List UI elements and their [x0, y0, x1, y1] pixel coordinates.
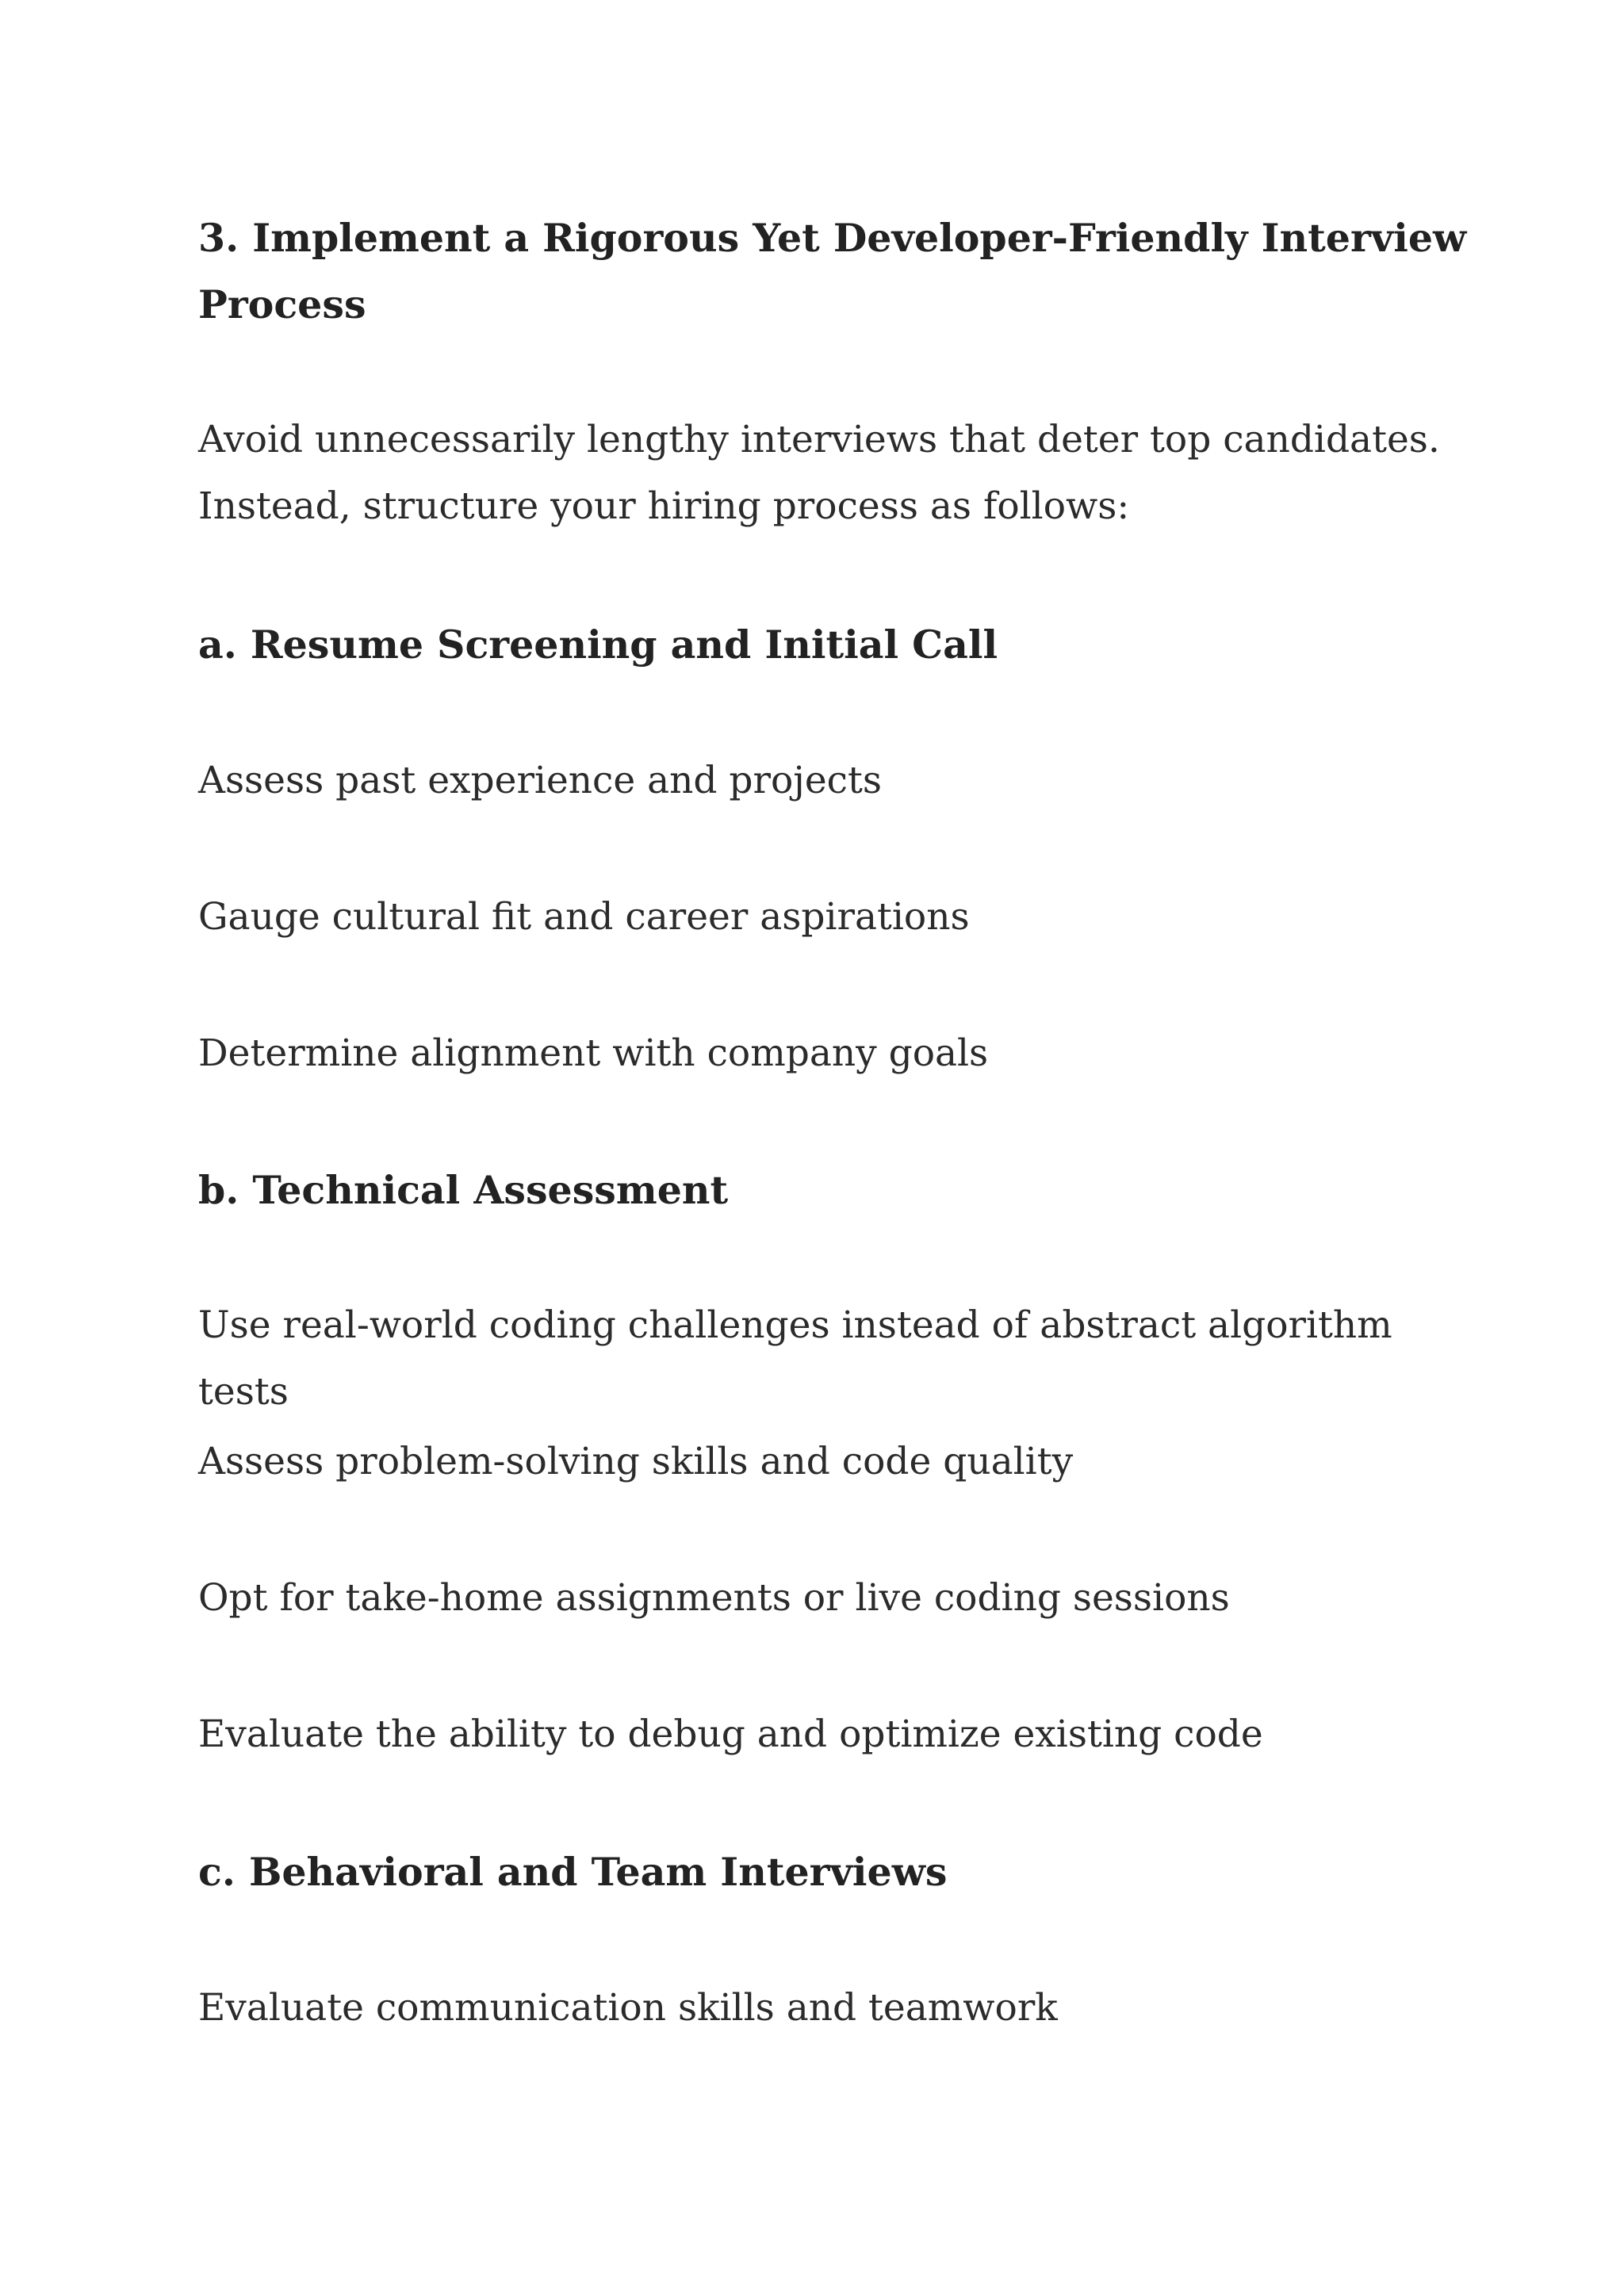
subsection-a-item: Gauge cultural fit and career aspirations	[198, 895, 970, 939]
subsection-b-heading: b. Technical Assessment	[198, 1167, 729, 1213]
subsection-c-heading: c. Behavioral and Team Interviews	[198, 1849, 948, 1895]
section-heading: 3. Implement a Rigorous Yet Developer-Friendly Interview Process	[198, 215, 1467, 327]
subsection-b-item: Evaluate the ability to debug and optimize existing code	[198, 1712, 1263, 1756]
subsection-b-item: Use real-world coding challenges instead of abstract algorithm tests	[198, 1303, 1392, 1414]
subsection-a-item: Determine alignment with company goals	[198, 1031, 989, 1075]
subsection-a-item: Assess past experience and projects	[198, 759, 882, 802]
subsection-c-item: Evaluate communication skills and teamwork	[198, 1986, 1058, 2030]
subsection-b-item: Opt for take-home assignments or live coding sessions	[198, 1576, 1230, 1620]
subsection-b-item: Assess problem-solving skills and code quality	[198, 1440, 1074, 1483]
intro-paragraph: Avoid unnecessarily lengthy interviews that deter top candidates. Instead, structure your hiring process as follows:	[198, 418, 1440, 528]
subsection-a-heading: a. Resume Screening and Initial Call	[198, 622, 998, 668]
